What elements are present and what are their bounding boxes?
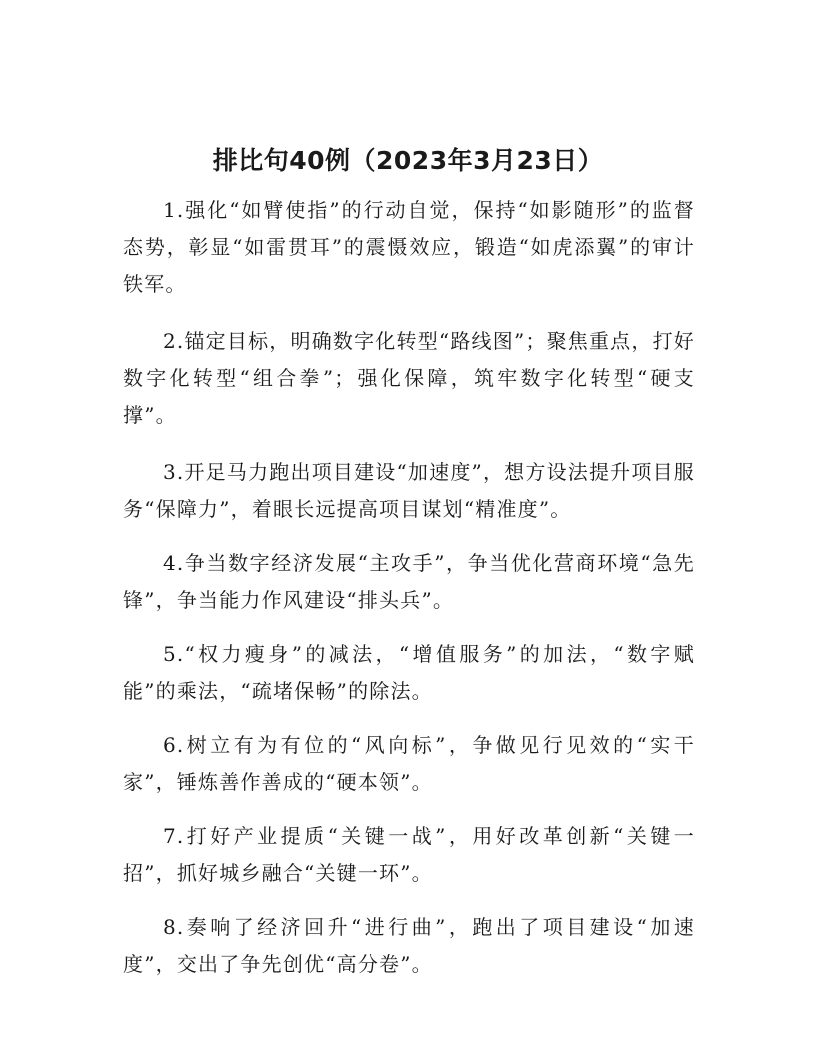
document-body <box>123 192 695 1000</box>
paragraph-2: 2.锚定目标，明确数字化转型“路线图”；聚焦重点，打好数字化转型“组合拳”；强化保障，筑牢数字化转型“硬支撑”。 <box>123 329 695 427</box>
paragraph-4: 4.争当数字经济发展“主攻手”，争当优化营商环境“急先锋”，争当能力作风建设“排头兵”。 <box>123 551 695 612</box>
document-title: 排比句40例（2023年3月23日） <box>212 146 604 175</box>
paragraph-7: 7.打好产业提质“关键一战”，用好改革创新“关键一招”，抓好城乡融合“关键一环”。 <box>123 824 695 885</box>
paragraph-3: 3.开足马力跑出项目建设“加速度”，想方设法提升项目服务“保障力”，着眼长远提高项目谋划“精准度”。 <box>123 460 695 521</box>
paragraph-5: 5.“权力瘦身”的减法，“增值服务”的加法，“数字赋能”的乘法，“疏堵保畅”的除法。 <box>123 642 695 703</box>
paragraph-1: 1.强化“如臂使指”的行动自觉，保持“如影随形”的监督态势，彰显“如雷贯耳”的震慑效应，锻造“如虎添翼”的审计铁军。 <box>123 198 695 296</box>
paragraph-6: 6.树立有为有位的“风向标”，争做见行见效的“实干家”，锤炼善作善成的“硬本领”。 <box>123 733 695 794</box>
paragraph-8: 8.奏响了经济回升“进行曲”，跑出了项目建设“加速度”，交出了争先创优“高分卷”。 <box>123 915 695 976</box>
